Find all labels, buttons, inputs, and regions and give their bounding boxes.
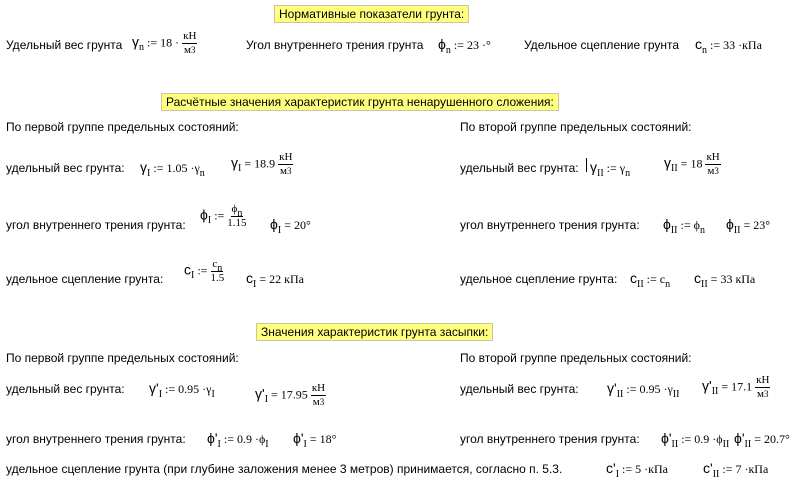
calc-g2-phi-result[interactable]: $\phi_{II} = 23^\circ$ bbox=[726, 216, 771, 236]
section-title-calculated: Расчётные значения характеристик грунта ненарушенного сложения: bbox=[161, 93, 559, 111]
phi-symbol: ϕ bbox=[438, 36, 446, 52]
group1-heading: По первой группе предельных состояний: bbox=[6, 120, 239, 134]
calc-g2-gamma-def[interactable]: $\gamma_{II}$ := $\gamma_n$ bbox=[590, 159, 631, 179]
backfill-g2-gamma-def[interactable]: $\gamma'_{II}$ := $0.95 \cdot\gamma_{II}$ bbox=[607, 380, 680, 400]
calc-g2-phi-def[interactable]: $\phi_{II}$ := $\phi_n$ bbox=[663, 216, 705, 236]
calc-g1-c-label: удельное сцепление грунта: bbox=[6, 272, 164, 286]
backfill-g1-gamma-result[interactable]: $\gamma'_I = 17.95$ $\frac{кН}{м^3}$ bbox=[255, 382, 326, 408]
backfill-c-note: удельное сцепление грунта (при глубине заложения менее 3 метров) принимается, согласно п. 5.3. bbox=[6, 462, 563, 476]
calc-g1-gamma-label: удельный вес грунта: bbox=[6, 161, 125, 175]
calc-g2-gamma-label: удельный вес грунта: bbox=[460, 161, 579, 175]
backfill-g1-phi-result[interactable]: $\phi'_I = 18^\circ$ bbox=[293, 430, 337, 450]
calc-g2-c-label: удельное сцепление грунта: bbox=[460, 272, 618, 286]
calc-g1-c-result[interactable]: $c_I = 22$ кПа bbox=[246, 270, 304, 290]
calc-g1-phi-def[interactable]: $\phi_I$ := $\frac{\phi n}{1.15}$ bbox=[200, 203, 247, 229]
backfill-group2-heading: По второй группе предельных состояний: bbox=[460, 351, 692, 365]
norm-gamma-region[interactable]: $\gamma_n$ := 18 · $\frac{кН}{м^3}$ bbox=[132, 30, 197, 56]
backfill-g2-gamma-result[interactable]: $\gamma'_{II} = 17.1$ $\frac{кН}{м^3}$ bbox=[702, 374, 770, 400]
norm-phi-label: Угол внутреннего трения грунта bbox=[246, 38, 424, 52]
gamma-symbol: γ bbox=[132, 33, 139, 50]
section-title-normative: Нормативные показатели грунта: bbox=[274, 5, 469, 23]
calc-g1-gamma-result[interactable]: $\gamma_I = 18.9$ $\frac{кН}{м^3}$ bbox=[231, 151, 293, 177]
backfill-g2-phi-def[interactable]: $\phi'_{II}$ := $0.9 \cdot\phi_{II}$ bbox=[661, 430, 730, 450]
norm-c-label: Удельное сцепление грунта bbox=[524, 38, 680, 52]
backfill-c1-def[interactable]: $c'_I$ := 5 ·кПа bbox=[606, 460, 668, 480]
group2-heading: По второй группе предельных состояний: bbox=[460, 120, 692, 134]
backfill-g2-phi-result[interactable]: $\phi'_{II} = 20.7^\circ$ bbox=[734, 430, 790, 450]
backfill-g1-phi-def[interactable]: $\phi'_I$ := $0.9 \cdot\phi_I$ bbox=[207, 430, 269, 450]
calc-g1-c-def[interactable]: $c_I$ := $\frac{cn}{1.5}$ bbox=[184, 258, 225, 284]
unit-fraction: $\frac{кН}{м^3}$ bbox=[183, 30, 197, 56]
backfill-g1-gamma-def[interactable]: $\gamma'_I$ := $0.95 \cdot\gamma_I$ bbox=[149, 380, 215, 400]
backfill-g2-phi-label: угол внутреннего трения грунта: bbox=[460, 432, 640, 446]
backfill-group1-heading: По первой группе предельных состояний: bbox=[6, 351, 239, 365]
section-title-backfill: Значения характеристик грунта засыпки: bbox=[256, 323, 493, 341]
calc-g1-gamma-def[interactable]: $\gamma_I$ := $1.05 \cdot\gamma_n$ bbox=[140, 159, 205, 179]
backfill-g1-phi-label: угол внутреннего трения грунта: bbox=[6, 432, 186, 446]
backfill-c2-def[interactable]: $c'_{II}$ := 7 ·кПа bbox=[703, 460, 769, 480]
backfill-g2-gamma-label: удельный вес грунта: bbox=[460, 382, 579, 396]
text-cursor bbox=[586, 158, 587, 172]
calc-g2-c-def[interactable]: $c_{II}$ := $c_n$ bbox=[630, 270, 671, 290]
calc-g2-c-result[interactable]: $c_{II} = 33$ кПа bbox=[694, 270, 756, 290]
calc-g2-phi-label: угол внутреннего трения грунта: bbox=[460, 218, 640, 232]
calc-g1-phi-result[interactable]: $\phi_I = 20^\circ$ bbox=[270, 216, 311, 236]
norm-gamma-label: Удельный вес грунта bbox=[6, 38, 123, 52]
norm-phi-region[interactable]: $\phi_n$ := 23 ·° bbox=[438, 36, 491, 56]
calc-g2-gamma-result[interactable]: $\gamma_{II} = 18$ $\frac{кН}{м^3}$ bbox=[664, 151, 720, 177]
calc-g1-phi-label: угол внутреннего трения грунта: bbox=[6, 218, 186, 232]
norm-c-region[interactable]: $c_n$ := 33 ·кПа bbox=[695, 36, 762, 56]
backfill-g1-gamma-label: удельный вес грунта: bbox=[6, 382, 125, 396]
